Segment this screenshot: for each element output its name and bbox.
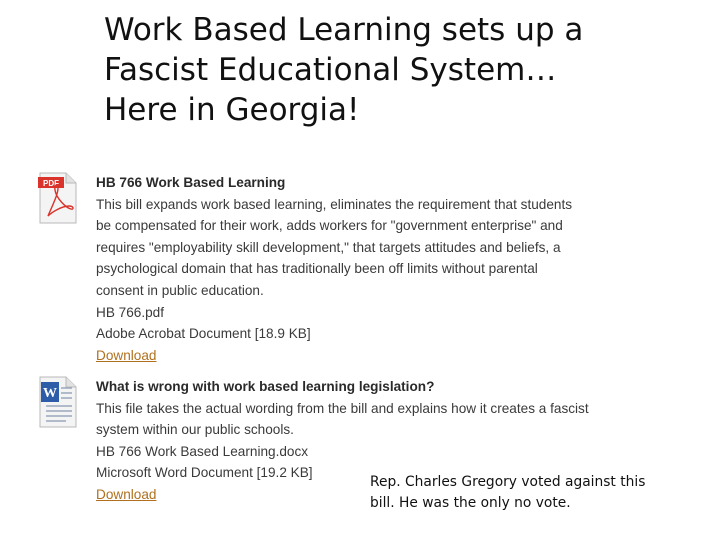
vote-note-line-2: bill. He was the only no vote.: [370, 495, 571, 511]
file-description-line: system within our public schools.: [96, 422, 294, 438]
file-description-line: This bill expands work based learning, eliminates the requirement that students: [96, 196, 573, 212]
download-link-pdf[interactable]: Download: [96, 347, 157, 363]
file-type: Adobe Acrobat Document [18.9 KB]: [96, 326, 311, 342]
pdf-entry-body: [96, 172, 666, 366]
file-description-line: requires "employability skill development," that targets attitudes and beliefs, a: [96, 239, 561, 255]
file-type: Microsoft Word Document [19.2 KB]: [96, 465, 313, 481]
title-line-3: Here in Georgia!: [104, 92, 360, 128]
file-name: HB 766 Work Based Learning.docx: [96, 443, 309, 459]
file-description-line: This file takes the actual wording from the bill and explains how it creates a fascist: [96, 400, 589, 416]
pdf-file-icon[interactable]: [38, 172, 78, 224]
vote-note-line-1: Rep. Charles Gregory voted against this: [370, 474, 646, 490]
file-description-line: consent in public education.: [96, 282, 264, 298]
file-description-line: psychological domain that has traditionally been off limits without parental: [96, 261, 538, 277]
word-icon-label: W: [43, 386, 57, 401]
title-line-2: Fascist Educational System…: [104, 52, 557, 88]
download-link-doc[interactable]: Download: [96, 486, 157, 502]
title-line-1: Work Based Learning sets up a: [104, 12, 584, 48]
slide-title: [104, 10, 704, 130]
file-title: HB 766 Work Based Learning: [96, 175, 286, 190]
file-title: What is wrong with work based learning legislation?: [96, 379, 435, 394]
file-name: HB 766.pdf: [96, 304, 165, 320]
file-description-line: be compensated for their work, adds workers for "government enterprise" and: [96, 218, 563, 234]
word-file-icon[interactable]: [38, 376, 78, 428]
pdf-icon-label: PDF: [43, 179, 59, 188]
vote-note: [370, 472, 710, 514]
